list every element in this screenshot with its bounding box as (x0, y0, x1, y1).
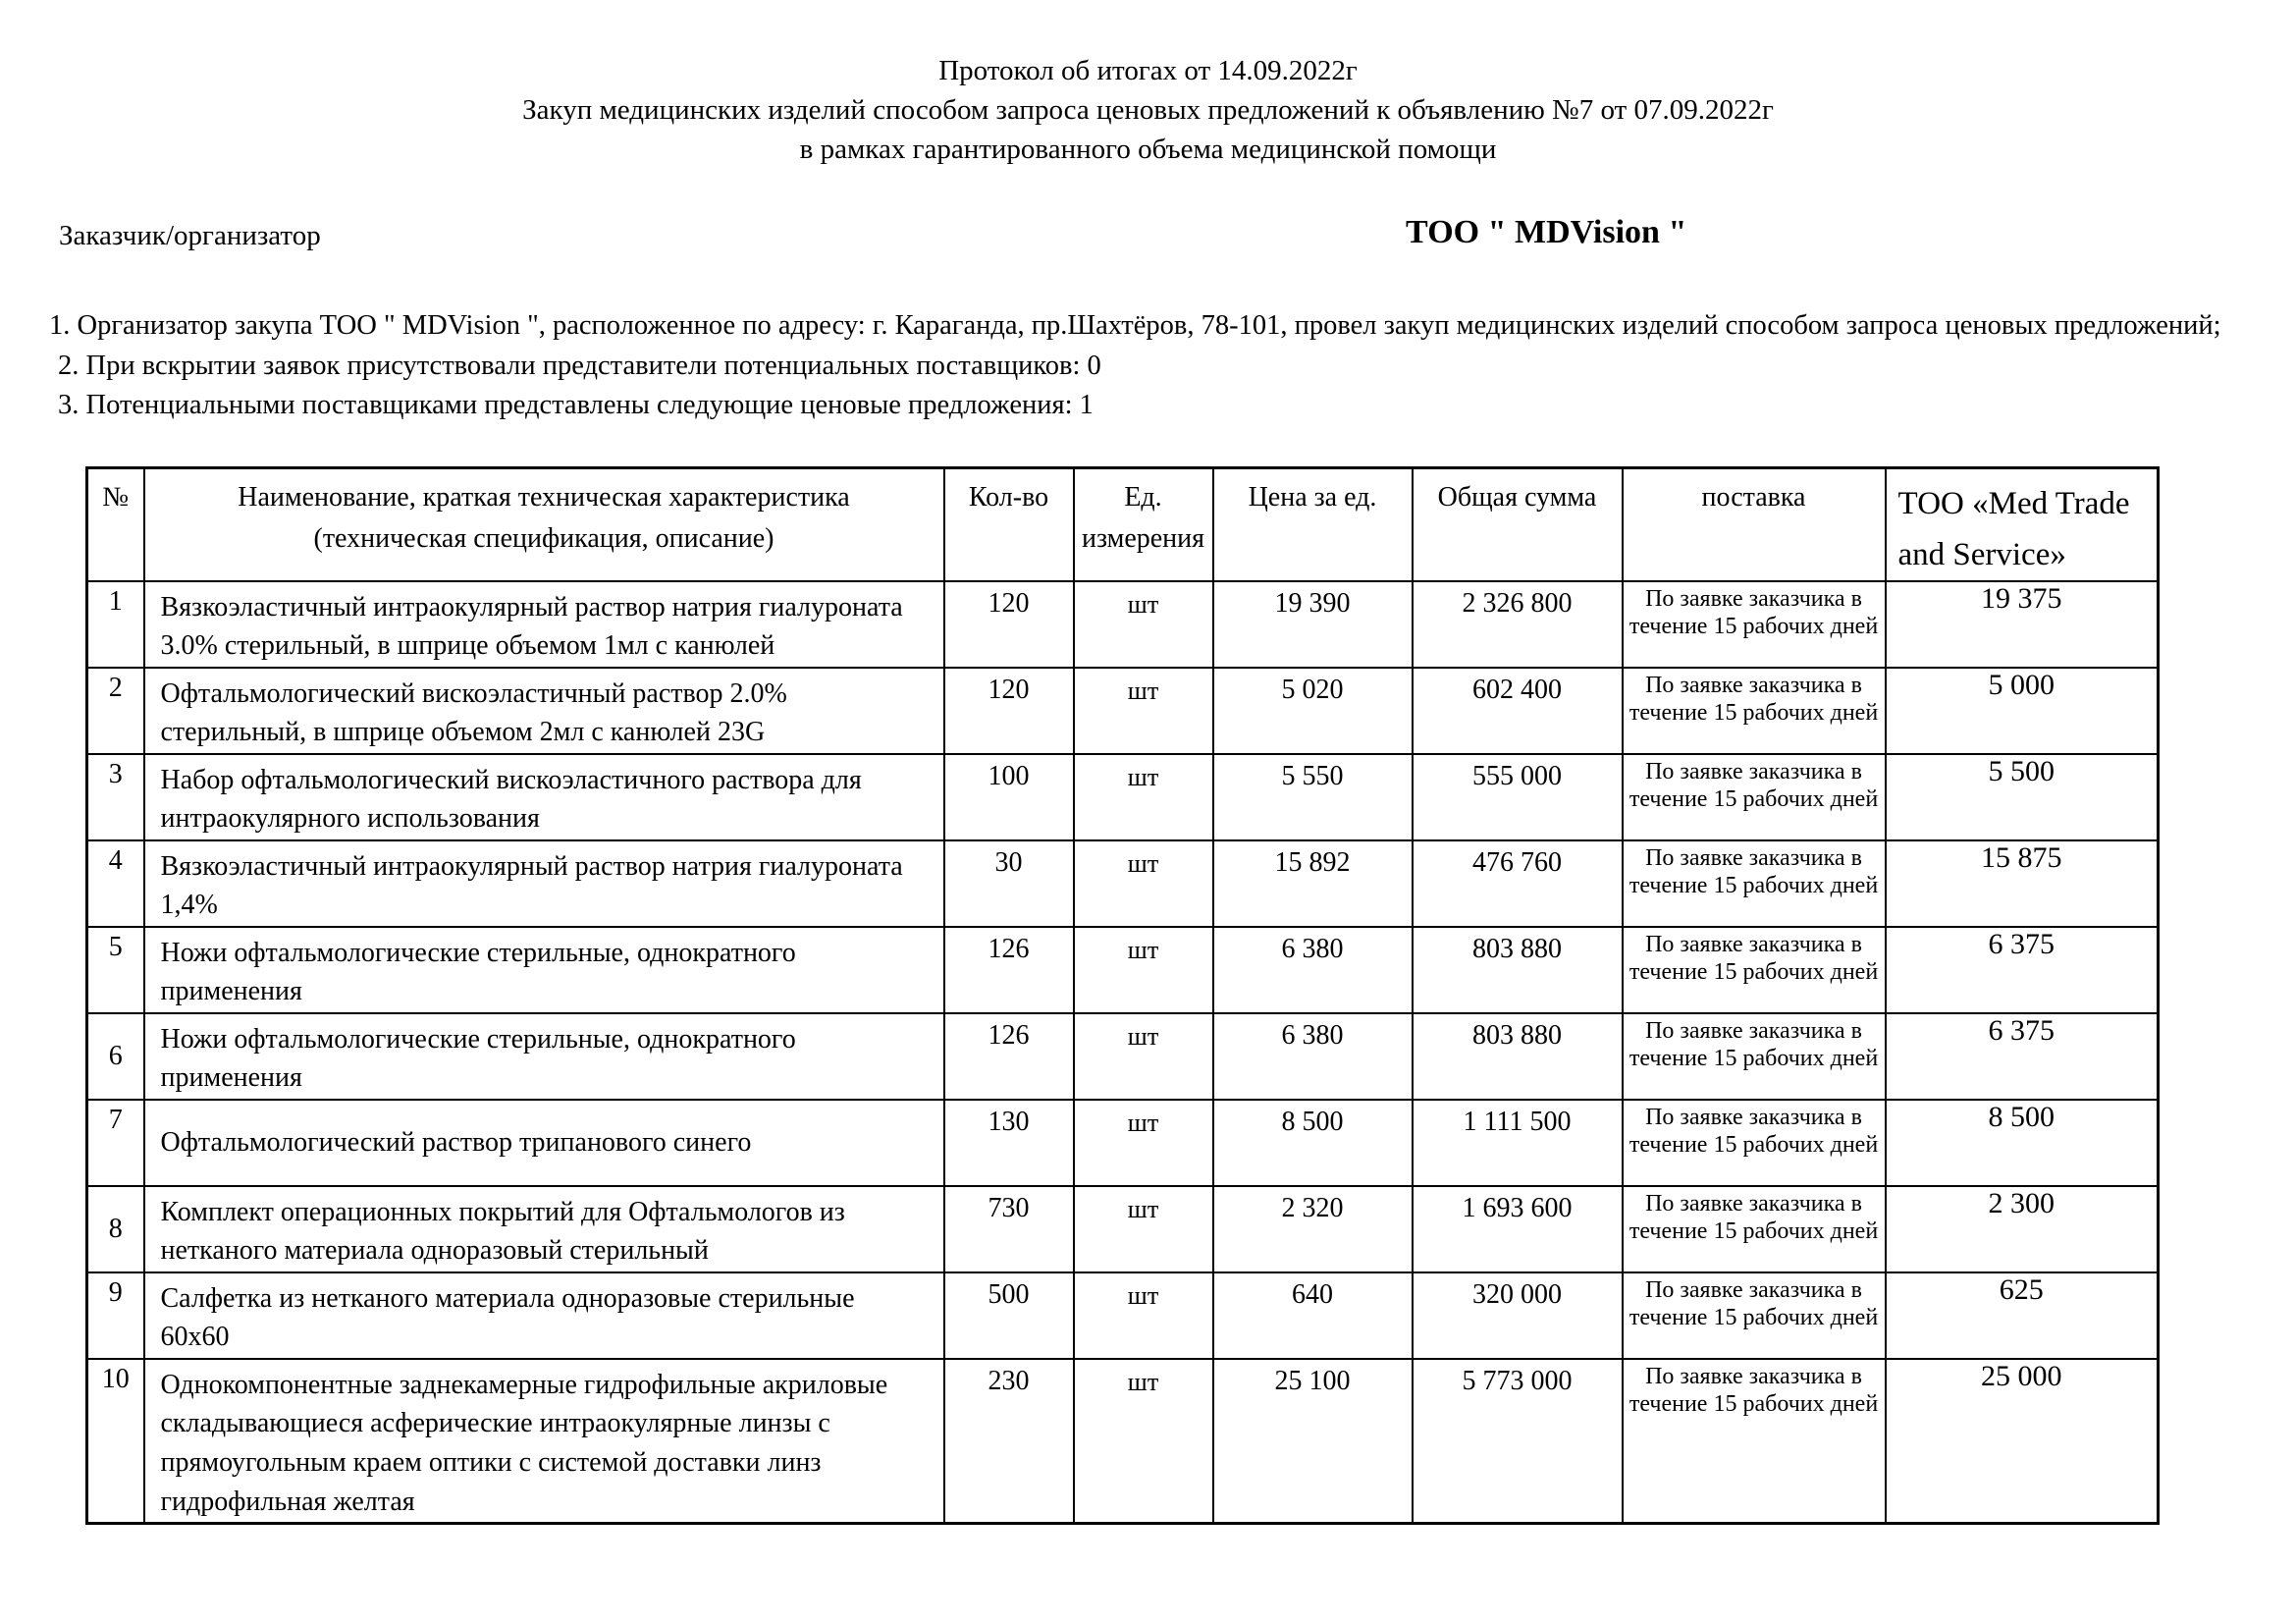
row-number-cell: 2 (87, 668, 144, 754)
unit-cell: шт (1074, 668, 1213, 754)
delivery-terms-cell: По заявке заказчика в течение 15 рабочих дней (1623, 1186, 1886, 1272)
quantity-cell: 500 (944, 1272, 1074, 1359)
delivery-terms-cell: По заявке заказчика в течение 15 рабочих дней (1623, 668, 1886, 754)
supplier-price-cell: 625 (1886, 1272, 2159, 1359)
unit-cell: шт (1074, 754, 1213, 840)
table-row (87, 1359, 2159, 1524)
row-number-cell: 6 (87, 1013, 144, 1100)
title-line-3: в рамках гарантированного объема медицинской помощи (799, 134, 1497, 166)
col-header-price: Цена за ед. (1213, 468, 1413, 581)
total-sum-cell: 803 880 (1413, 927, 1623, 1013)
customer-label: Заказчик/организатор (59, 220, 321, 252)
total-sum-cell: 803 880 (1413, 1013, 1623, 1100)
results-table-body (87, 581, 2159, 1524)
total-sum-cell: 602 400 (1413, 668, 1623, 754)
unit-price-cell: 19 390 (1213, 581, 1413, 668)
unit-cell: шт (1074, 1186, 1213, 1272)
unit-price-cell: 15 892 (1213, 840, 1413, 927)
total-sum-cell: 5 773 000 (1413, 1359, 1623, 1524)
unit-cell: шт (1074, 1013, 1213, 1100)
row-number-cell: 5 (87, 927, 144, 1013)
supplier-price-cell: 25 000 (1886, 1359, 2159, 1524)
quantity-cell: 120 (944, 668, 1074, 754)
quantity-cell: 126 (944, 927, 1074, 1013)
table-row (87, 1186, 2159, 1272)
header-row (87, 468, 2159, 581)
preamble-item-3: 3. Потенциальными поставщиками представлены следующие ценовые предложения: 1 (58, 389, 1094, 420)
unit-price-cell: 5 020 (1213, 668, 1413, 754)
total-sum-cell: 555 000 (1413, 754, 1623, 840)
quantity-cell: 30 (944, 840, 1074, 927)
row-number-cell: 9 (87, 1272, 144, 1359)
row-number-cell: 3 (87, 754, 144, 840)
col-header-num: № (87, 468, 144, 581)
document-title-block (0, 0, 2296, 169)
customer-value: ТОО " MDVision " (1406, 214, 1687, 251)
delivery-terms-cell: По заявке заказчика в течение 15 рабочих дней (1623, 581, 1886, 668)
supplier-price-cell: 2 300 (1886, 1186, 2159, 1272)
customer-line (59, 214, 2296, 259)
row-number-cell: 10 (87, 1359, 144, 1524)
unit-price-cell: 2 320 (1213, 1186, 1413, 1272)
supplier-price-cell: 6 375 (1886, 1013, 2159, 1100)
unit-cell: шт (1074, 927, 1213, 1013)
col-header-qty: Кол-во (944, 468, 1074, 581)
supplier-price-cell: 5 500 (1886, 754, 2159, 840)
unit-price-cell: 6 380 (1213, 1013, 1413, 1100)
col-header-delivery: поставка (1623, 468, 1886, 581)
col-header-supplier: ТОО «Med Trade and Service» (1886, 468, 2159, 581)
item-name-cell: Вязкоэластичный интраокулярный раствор натрия гиалуроната 1,4% (144, 840, 944, 927)
unit-price-cell: 640 (1213, 1272, 1413, 1359)
unit-cell: шт (1074, 1272, 1213, 1359)
title-line-1: Протокол об итогах от 14.09.2022г (938, 55, 1358, 86)
total-sum-cell: 2 326 800 (1413, 581, 1623, 668)
unit-cell: шт (1074, 840, 1213, 927)
table-row (87, 1100, 2159, 1186)
preamble-item-2: 2. При вскрытии заявок присутствовали представители потенциальных поставщиков: 0 (58, 350, 1101, 381)
unit-cell: шт (1074, 1100, 1213, 1186)
unit-cell: шт (1074, 1359, 1213, 1524)
table-row (87, 927, 2159, 1013)
table-row (87, 1272, 2159, 1359)
row-number-cell: 4 (87, 840, 144, 927)
item-name-cell: Ножи офтальмологические стерильные, однократного применения (144, 1013, 944, 1100)
results-table (85, 466, 2160, 1524)
unit-cell: шт (1074, 581, 1213, 668)
total-sum-cell: 1 693 600 (1413, 1186, 1623, 1272)
quantity-cell: 126 (944, 1013, 1074, 1100)
item-name-cell: Офтальмологический раствор трипанового синего (144, 1100, 944, 1186)
item-name-cell: Ножи офтальмологические стерильные, однократного применения (144, 927, 944, 1013)
quantity-cell: 730 (944, 1186, 1074, 1272)
table-row (87, 754, 2159, 840)
preamble-item-1: 1. Организатор закупа ТОО " MDVision ", расположенное по адресу: г. Караганда, пр.Шахтёров, 78-101, провел закуп медицинских изделий способом запроса ценовых предложений; (49, 310, 2221, 342)
delivery-terms-cell: По заявке заказчика в течение 15 рабочих дней (1623, 1359, 1886, 1524)
quantity-cell: 120 (944, 581, 1074, 668)
delivery-terms-cell: По заявке заказчика в течение 15 рабочих дней (1623, 1272, 1886, 1359)
col-header-total: Общая сумма (1413, 468, 1623, 581)
delivery-terms-cell: По заявке заказчика в течение 15 рабочих дней (1623, 1100, 1886, 1186)
table-row (87, 840, 2159, 927)
delivery-terms-cell: По заявке заказчика в течение 15 рабочих дней (1623, 840, 1886, 927)
total-sum-cell: 476 760 (1413, 840, 1623, 927)
item-name-cell: Вязкоэластичный интраокулярный раствор натрия гиалуроната 3.0% стерильный, в шприце объемом 1мл с канюлей (144, 581, 944, 668)
item-name-cell: Салфетка из нетканого материала одноразовые стерильные 60х60 (144, 1272, 944, 1359)
item-name-cell: Однокомпонентные заднекамерные гидрофильные акриловые складывающиеся асферические интраокулярные линзы с прямоугольным краем оптики с системой доставки линз гидрофильная желтая (144, 1359, 944, 1524)
results-table-header (87, 468, 2159, 581)
item-name-cell: Офтальмологический вискоэластичный раствор 2.0% стерильный, в шприце объемом 2мл с канюлей 23G (144, 668, 944, 754)
delivery-terms-cell: По заявке заказчика в течение 15 рабочих дней (1623, 1013, 1886, 1100)
row-number-cell: 8 (87, 1186, 144, 1272)
quantity-cell: 130 (944, 1100, 1074, 1186)
total-sum-cell: 1 111 500 (1413, 1100, 1623, 1186)
unit-price-cell: 25 100 (1213, 1359, 1413, 1524)
supplier-price-cell: 15 875 (1886, 840, 2159, 927)
unit-price-cell: 5 550 (1213, 754, 1413, 840)
col-header-name: Наименование, краткая техническая характеристика (техническая спецификация, описание) (144, 468, 944, 581)
supplier-price-cell: 5 000 (1886, 668, 2159, 754)
quantity-cell: 230 (944, 1359, 1074, 1524)
title-line-2: Закуп медицинских изделий способом запроса ценовых предложений к объявлению №7 от 07.09.2022г (522, 94, 1774, 127)
unit-price-cell: 6 380 (1213, 927, 1413, 1013)
table-row (87, 1013, 2159, 1100)
supplier-price-cell: 8 500 (1886, 1100, 2159, 1186)
delivery-terms-cell: По заявке заказчика в течение 15 рабочих дней (1623, 927, 1886, 1013)
col-header-unit: Ед. измерения (1074, 468, 1213, 581)
row-number-cell: 1 (87, 581, 144, 668)
preamble (49, 306, 2276, 425)
total-sum-cell: 320 000 (1413, 1272, 1623, 1359)
quantity-cell: 100 (944, 754, 1074, 840)
table-row (87, 581, 2159, 668)
item-name-cell: Набор офтальмологический вискоэластичного раствора для интраокулярного использования (144, 754, 944, 840)
delivery-terms-cell: По заявке заказчика в течение 15 рабочих дней (1623, 754, 1886, 840)
table-row (87, 668, 2159, 754)
supplier-price-cell: 6 375 (1886, 927, 2159, 1013)
supplier-price-cell: 19 375 (1886, 581, 2159, 668)
item-name-cell: Комплект операционных покрытий для Офтальмологов из нетканого материала одноразовый стерильный (144, 1186, 944, 1272)
row-number-cell: 7 (87, 1100, 144, 1186)
unit-price-cell: 8 500 (1213, 1100, 1413, 1186)
